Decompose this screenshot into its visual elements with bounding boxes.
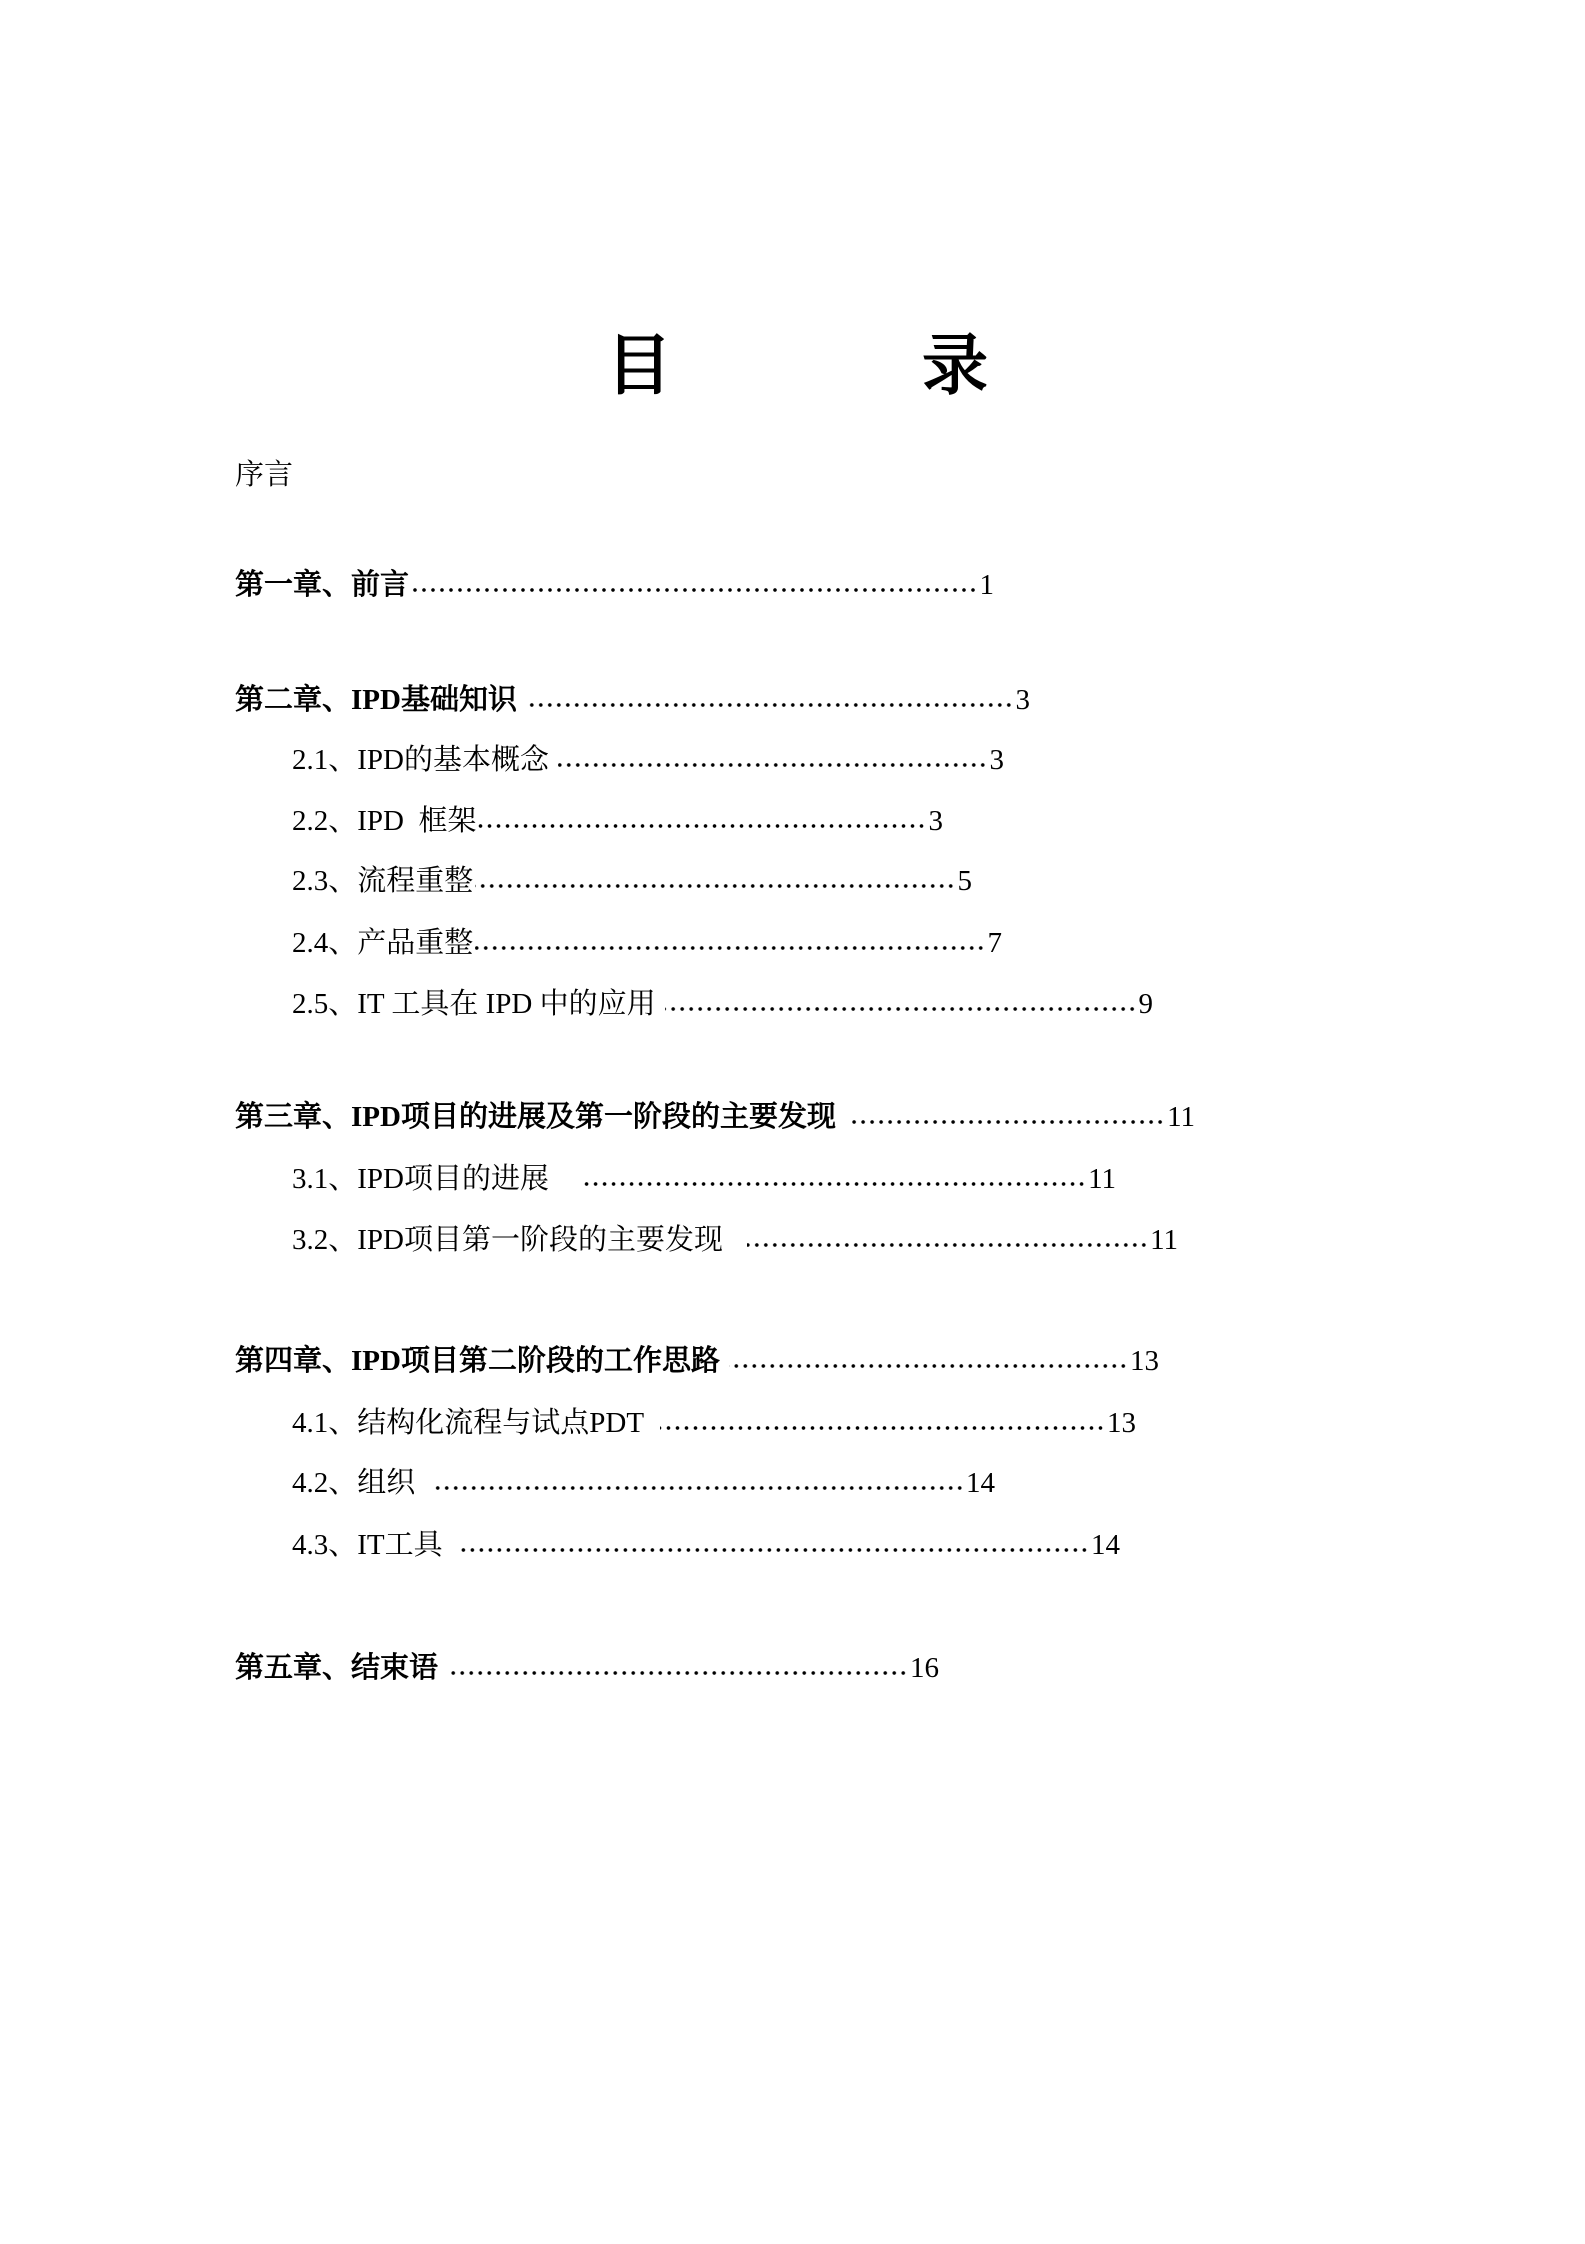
dot-leader xyxy=(447,1670,908,1676)
toc-entry-label: 2.2、IPD 框架 xyxy=(292,805,477,837)
dot-leader xyxy=(411,587,977,593)
toc-section-entry[interactable] xyxy=(292,1403,1136,1443)
dot-leader xyxy=(432,1485,964,1491)
toc-page-number: 13 xyxy=(1107,1407,1136,1439)
toc-page-number: 11 xyxy=(1167,1101,1195,1133)
toc-section-entry[interactable] xyxy=(292,923,1002,963)
toc-section-entry[interactable] xyxy=(292,1220,1178,1260)
toc-page-number: 3 xyxy=(1015,684,1030,716)
toc-entry-label: 3.2、IPD项目第一阶段的主要发现 xyxy=(292,1224,745,1256)
dot-leader xyxy=(475,945,985,951)
toc-entry-label: 第四章、IPD项目第二阶段的工作思路 xyxy=(235,1345,728,1377)
toc-entry-label: 2.1、IPD的基本概念 xyxy=(292,744,557,776)
toc-entry-label: 4.3、IT工具 xyxy=(292,1529,458,1561)
toc-page-number: 3 xyxy=(989,744,1004,776)
dot-leader xyxy=(852,1119,1165,1125)
toc-section-entry[interactable] xyxy=(292,1463,995,1503)
toc-section-entry[interactable] xyxy=(292,861,972,901)
toc-entry-label: 2.4、产品重整 xyxy=(292,927,474,959)
toc-page-number: 3 xyxy=(928,805,943,837)
dot-leader xyxy=(478,823,926,829)
toc-entry-label: 2.3、流程重整 xyxy=(292,865,474,897)
toc-section-entry[interactable] xyxy=(292,984,1153,1024)
toc-page-number: 13 xyxy=(1130,1345,1159,1377)
toc-entry-label: 3.1、IPD项目的进展 xyxy=(292,1163,578,1195)
toc-page-number: 9 xyxy=(1138,988,1153,1020)
toc-entry-label: 第一章、前言 xyxy=(235,569,410,601)
toc-chapter-entry[interactable] xyxy=(235,565,994,605)
toc-title-char-2: 录 xyxy=(922,327,988,404)
toc-page-number: 5 xyxy=(957,865,972,897)
toc-entry-label: 2.5、IT 工具在 IPD 中的应用 xyxy=(292,988,663,1020)
dot-leader xyxy=(660,1425,1105,1431)
toc-title-char-1: 目 xyxy=(606,327,672,404)
toc-section-entry[interactable] xyxy=(292,740,1004,780)
toc-section-entry[interactable] xyxy=(292,801,943,841)
toc-page-number: 1 xyxy=(979,569,994,601)
toc-page-number: 14 xyxy=(1091,1529,1120,1561)
dot-leader xyxy=(747,1242,1148,1248)
toc-entry-label: 第三章、IPD项目的进展及第一阶段的主要发现 xyxy=(235,1101,851,1133)
toc-page-number: 7 xyxy=(987,927,1002,959)
toc-page-number: 14 xyxy=(966,1467,995,1499)
toc-page-number: 11 xyxy=(1150,1224,1178,1256)
toc-chapter-entry[interactable] xyxy=(235,1097,1195,1137)
dot-leader xyxy=(665,1006,1137,1012)
dot-leader xyxy=(729,1363,1128,1369)
preface-entry[interactable]: 序言 xyxy=(235,459,294,491)
toc-chapter-entry[interactable] xyxy=(235,1648,939,1688)
toc-entry-label: 第五章、结束语 xyxy=(235,1652,446,1684)
toc-page-number: 16 xyxy=(910,1652,939,1684)
dot-leader xyxy=(459,1547,1089,1553)
dot-leader xyxy=(580,1181,1086,1187)
toc-entry-label: 4.1、结构化流程与试点PDT xyxy=(292,1407,659,1439)
toc-chapter-entry[interactable] xyxy=(235,680,1030,720)
toc-page-number: 11 xyxy=(1088,1163,1116,1195)
toc-section-entry[interactable] xyxy=(292,1159,1116,1199)
dot-leader xyxy=(475,883,955,889)
toc-entry-label: 第二章、IPD基础知识 xyxy=(235,684,525,716)
toc-section-entry[interactable] xyxy=(292,1525,1120,1565)
dot-leader xyxy=(558,762,987,768)
dot-leader xyxy=(526,702,1013,708)
toc-entry-label: 4.2、组织 xyxy=(292,1467,430,1499)
toc-chapter-entry[interactable] xyxy=(235,1341,1159,1381)
